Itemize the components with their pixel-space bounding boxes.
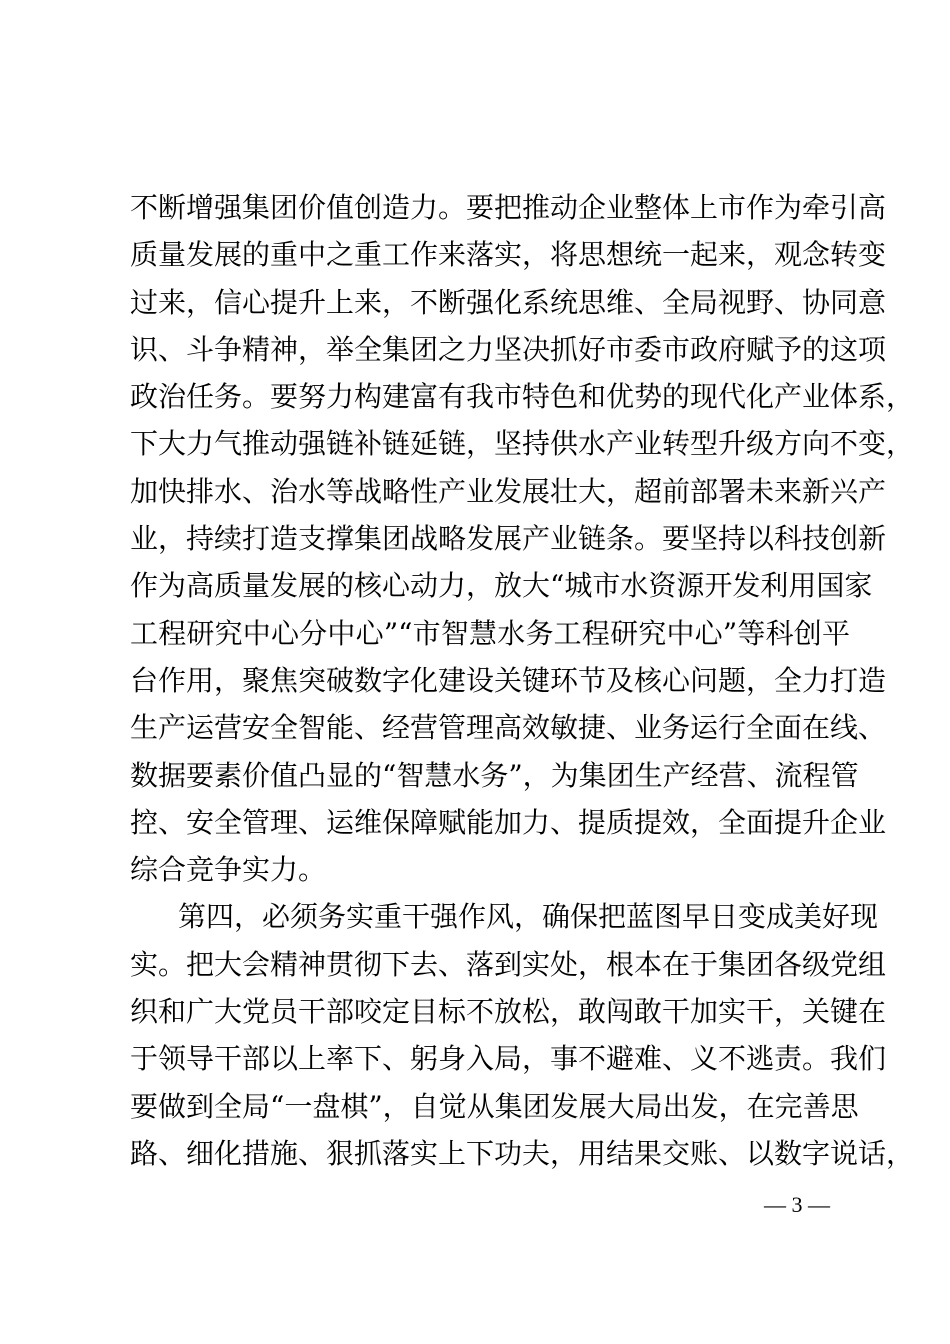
text-line: 台作用，聚焦突破数字化建设关键环节及核心问题，全力打造 xyxy=(130,663,887,697)
text-line: 下大力气推动强链补链延链，坚持供水产业转型升级方向不变， xyxy=(130,427,915,461)
text-line: 过来，信心提升上来，不断强化系统思维、全局视野、协同意 xyxy=(130,285,887,319)
text-line: 识、斗争精神，举全集团之力坚决抓好市委市政府赋予的这项 xyxy=(130,332,887,366)
text-line: 第四，必须务实重干强作风，确保把蓝图早日变成美好现 xyxy=(178,900,879,934)
text-line: 政治任务。要努力构建富有我市特色和优势的现代化产业体系， xyxy=(130,380,915,414)
text-line: 工程研究中心分中心”“市智慧水务工程研究中心”等科创平 xyxy=(130,616,850,650)
text-line: 控、安全管理、运维保障赋能加力、提质提效，全面提升企业 xyxy=(130,805,887,839)
text-line: 要做到全局“一盘棋”，自觉从集团发展大局出发，在完善思 xyxy=(130,1089,859,1123)
text-line: 不断增强集团价值创造力。要把推动企业整体上市作为牵引高 xyxy=(130,191,887,224)
text-line: 质量发展的重中之重工作来落实，将思想统一起来，观念转变 xyxy=(130,238,887,272)
document-body xyxy=(130,184,915,1177)
text-line: 织和广大党员干部咬定目标不放松，敢闯敢干加实干，关键在 xyxy=(130,995,887,1029)
text-line: 数据要素价值凸显的“智慧水务”，为集团生产经营、流程管 xyxy=(130,758,859,792)
text-line: 路、细化措施、狠抓落实上下功夫，用结果交账、以数字说话， xyxy=(130,1136,915,1170)
text-line: 于领导干部以上率下、躬身入局，事不避难、义不逃责。我们 xyxy=(130,1042,887,1076)
text-line: 加快排水、治水等战略性产业发展壮大，超前部署未来新兴产 xyxy=(130,474,887,508)
text-line: 作为高质量发展的核心动力，放大“城市水资源开发利用国家 xyxy=(130,569,873,603)
text-line: 业，持续打造支撑集团战略发展产业链条。要坚持以科技创新 xyxy=(130,522,887,556)
text-line: 实。把大会精神贯彻下去、落到实处，根本在于集团各级党组 xyxy=(130,947,887,981)
text-line: 综合竞争实力。 xyxy=(130,853,327,887)
page-number: — 3 — xyxy=(764,1192,830,1217)
text-line: 生产运营安全智能、经营管理高效敏捷、业务运行全面在线、 xyxy=(130,711,887,745)
